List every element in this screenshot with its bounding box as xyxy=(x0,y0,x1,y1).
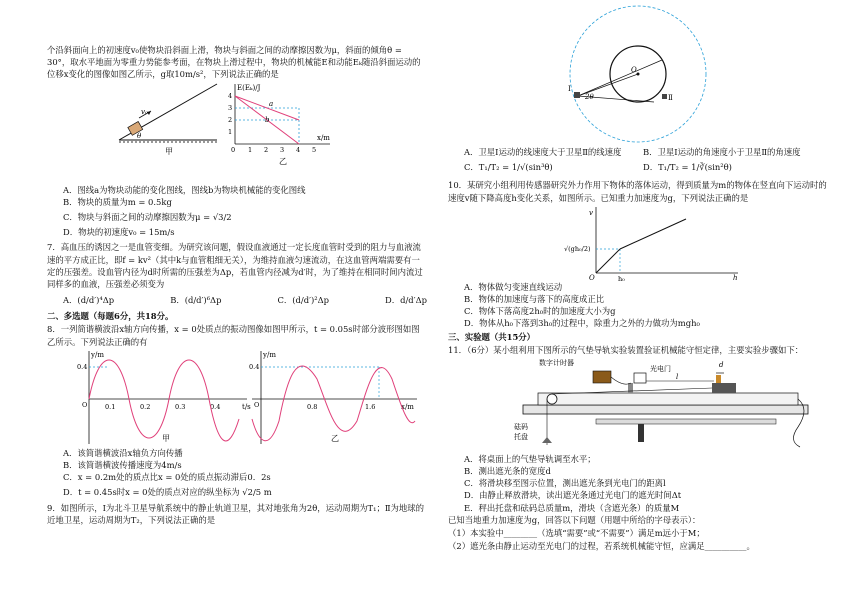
wave-ylabel: y/m xyxy=(263,350,276,359)
tray-label: 托盘 xyxy=(514,432,528,441)
q10-option-a: A．物体做匀变速直线运动 xyxy=(464,281,563,292)
fig9-svg xyxy=(448,2,828,146)
angle-label: 2θ xyxy=(585,93,594,101)
h-axis-label: h xyxy=(733,273,738,281)
vib-ylabel: y/m xyxy=(91,350,104,359)
ytick-3: 3 xyxy=(228,103,233,112)
q6-stem: 个沿斜面向上的初速度v₀使物块沿斜面上滑，物块与斜面之间的动摩擦因数为μ，斜面的倾角θ = 30°，取水平地面为零重力势能参考面，在物块上滑过程中，物块的机械能E和动能Eₖ随沿斜面运动的位移x变化的图像如图乙所示，g取10m/s²，下列说法正确的是 xyxy=(47,45,421,80)
h0-value: h₀ xyxy=(618,274,625,281)
q10-option-c: C．物体下落高度2h₀时的加速度大小为g xyxy=(464,306,616,317)
xtick-1: 1 xyxy=(248,145,253,154)
wave-xtick-1: 0.8 xyxy=(307,402,318,411)
q8-stem: 8．一列简谐横波沿x轴方向传播，x = 0处质点的振动图像如图甲所示，t = 0.05s时部分波形图如图乙所示。下列说法正确的有 xyxy=(47,324,420,347)
q7-option-a: A．(d/d′)⁴Δp xyxy=(63,295,115,306)
vib-xtick-2: 0.2 xyxy=(140,402,151,411)
q11-step-b: B．测出遮光条的宽度d xyxy=(464,466,551,477)
q10-stem: 10．某研究小组利用传感器研究外力作用下物体的落体运动，得到质量为m的物体在竖直向下运动时的速度v随下降高度h变化关系，如图所示。已知重力加速度为g，下列说法正确的是 xyxy=(448,180,827,203)
q9-ab xyxy=(448,146,828,158)
fig6-svg xyxy=(47,82,427,184)
q7-option-b: B．(d/d′)⁶Δp xyxy=(170,295,222,306)
l-label: l xyxy=(676,372,679,381)
q11-step-c: C．将滑块移至图示位置，测出遮光条到光电门的距离l xyxy=(464,478,666,489)
q11-step-e: E．秤出托盘和砝码总质量m，滑块（含遮光条）的质量M xyxy=(464,502,680,513)
v-value: √(gh₀/2) xyxy=(564,244,591,253)
satellite-2-icon xyxy=(662,94,667,99)
xtick-0: 0 xyxy=(231,145,236,154)
vib-caption: 甲 xyxy=(162,433,170,443)
fig8 xyxy=(47,349,427,447)
incline-diagram xyxy=(119,84,217,156)
q9-cd xyxy=(448,161,828,173)
vib-xtick-1: 0.1 xyxy=(105,402,116,411)
q9-option-c: C．T₁/T₂ = 1/√(sin³θ) xyxy=(464,162,553,173)
fig10 xyxy=(448,205,828,281)
q11-ask: 已知当地重力加速度为g，回答以下问题（用题中所给的字母表示）： xyxy=(448,514,701,525)
xtick-5: 5 xyxy=(312,145,317,154)
xtick-4: 4 xyxy=(296,145,301,154)
wave-graph xyxy=(249,351,417,444)
section-3-heading: 三、实验题（共15分） xyxy=(448,331,536,342)
energy-xlabel: x/m xyxy=(317,133,330,142)
q11-step-a: A．将桌面上的气垫导轨调至水平； xyxy=(464,453,596,464)
fig9 xyxy=(448,2,828,146)
wave-xtick-2: 1.6 xyxy=(365,402,376,411)
q9-stem: 9．如图所示，Ⅰ为北斗卫星导航系统中的静止轨道卫星，其对地张角为2θ，运动周期为T₁；Ⅱ为地球的近地卫星，运动周期为T₂，下列说法正确的是 xyxy=(47,502,425,525)
q8-option-d: D．t = 0.45s时x = 0处的质点对应的纵坐标为 √2/5 m xyxy=(63,487,272,498)
q11-part-2: （2）遮光条由静止运动至光电门的过程，若系统机械能守恒，应满足__________。 xyxy=(448,541,755,552)
jia-caption: 甲 xyxy=(165,146,173,156)
q9-option-a: A．卫星Ⅰ运动的线速度大于卫星Ⅱ的线速度 xyxy=(464,147,622,157)
q7-options xyxy=(47,294,427,306)
gate-label: 光电门 xyxy=(650,364,671,373)
energy-ylabel: E(Eₖ)/J xyxy=(237,83,261,92)
vibration-graph xyxy=(77,351,251,444)
q11-stem: 11．（6分）某小组利用下图所示的气垫导轨实验装置验证机械能守恒定律，主要实验步骤如下： xyxy=(448,344,804,355)
line-b-label: b xyxy=(265,115,270,124)
q9-option-b: B．卫星Ⅰ运动的角速度小于卫星Ⅱ的角速度 xyxy=(643,147,801,157)
fig11 xyxy=(448,357,828,453)
q6-option-a: A．图线a为物块动能的变化图线，图线b为物块机械能的变化图线 xyxy=(63,184,306,195)
q7-option-d: D．d/d′Δp xyxy=(385,295,427,306)
q8-option-b: B．该简谐横波传播速度为4m/s xyxy=(63,460,182,470)
vib-xtick-3: 0.3 xyxy=(175,402,186,411)
v0-label: v₀ xyxy=(141,107,148,116)
q11-part-1: （1）本实验中________（选填“需要”或“不需要”）满足m远小于M； xyxy=(448,528,705,538)
fig6 xyxy=(47,82,427,184)
q11-step-d: D．由静止释放滑块，读出遮光条通过光电门的遮光时间Δt xyxy=(464,490,682,501)
theta-label: θ xyxy=(137,131,142,140)
wave-xlabel: x/m xyxy=(401,402,414,411)
wave-yval: 0.4 xyxy=(249,362,260,371)
vib-origin: O xyxy=(82,400,88,409)
right-column xyxy=(448,2,828,553)
yi-caption: 乙 xyxy=(279,156,287,166)
q6-option-c: C．物块与斜面之间的动摩擦因数为μ = √3/2 xyxy=(63,211,232,222)
sat1-label: Ⅰ xyxy=(568,85,571,93)
ytick-1: 1 xyxy=(228,127,233,136)
timer-label: 数字计时器 xyxy=(539,358,574,367)
left-column xyxy=(47,44,427,527)
q10-option-d: D．物体从h₀下落到3h₀的过程中，除重力之外的力做功为mgh₀ xyxy=(464,318,700,329)
vib-xtick-4: 0.4 xyxy=(210,402,221,411)
q8-option-a: A．该简谐横波沿x轴负方向传播 xyxy=(63,447,183,458)
q6-option-d: D．物块的初速度v₀ = 15m/s xyxy=(63,227,175,238)
fig10-svg xyxy=(448,205,828,281)
xtick-2: 2 xyxy=(264,145,269,154)
q9-option-d: D．T₁/T₂ = 1/∛(sin²θ) xyxy=(643,162,732,173)
d-label: d xyxy=(719,360,724,369)
satellite-1-icon xyxy=(574,92,580,98)
vib-yval: 0.4 xyxy=(77,362,88,371)
fig11-svg xyxy=(448,357,828,453)
vib-xlabel: t/s xyxy=(242,402,251,411)
q7-stem: 7．高血压的诱因之一是血管变细。为研究该问题，假设血液通过一定长度血管时受到的阻力与血液流速的平方成正比，即f = kv²（其中k与血管粗细无关），为维持血液匀速流动，在这血管两端需要有一定的压强差。设血管内径为d时所需的压强差为Δp，若血管内径减为d′时，为了维持在相同时间内流过同样多的血液，压强差必须变为 xyxy=(47,242,423,289)
center-label: O xyxy=(631,66,637,74)
wave-origin: O xyxy=(254,400,260,409)
wave-caption: 乙 xyxy=(331,433,339,443)
ytick-2: 2 xyxy=(228,115,233,124)
origin-label: O xyxy=(589,273,595,281)
q10-option-b: B．物体的加速度与落下的高度成正比 xyxy=(464,293,605,304)
sat2-label: Ⅱ xyxy=(668,94,673,102)
xtick-3: 3 xyxy=(280,145,285,154)
q7-option-c: C．(d/d′)²Δp xyxy=(277,295,330,306)
line-a-label: a xyxy=(269,99,274,108)
fig8-svg xyxy=(47,349,427,447)
q8-option-c: C．x = 0.2m处的质点比x = 0处的质点振动滞后0．2s xyxy=(63,472,271,483)
energy-graph xyxy=(228,84,330,166)
weights-label: 砝码 xyxy=(514,422,528,431)
v-axis-label: v xyxy=(589,208,593,217)
section-2-heading: 二、多选题（每题6分，共18分。 xyxy=(47,311,174,322)
ytick-4: 4 xyxy=(228,91,233,100)
q6-option-b: B．物块的质量为m = 0.5kg xyxy=(63,196,172,207)
